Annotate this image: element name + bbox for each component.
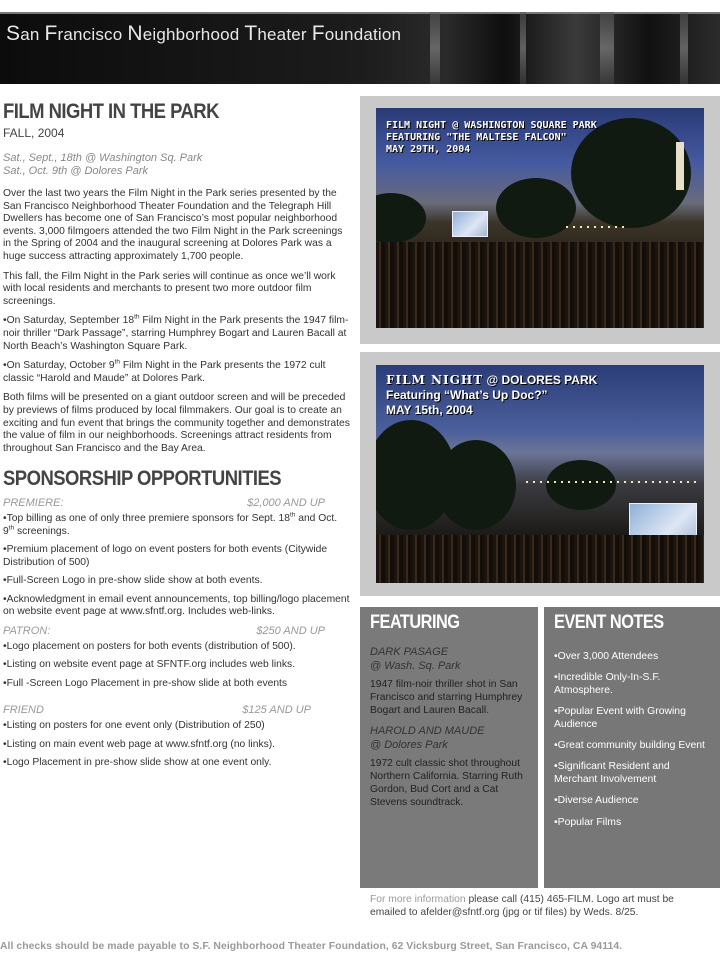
- tree-silhouette: [546, 460, 616, 510]
- payment-footer: All checks should be made payable to S.F. Neighborhood Theater Foundation, 62 Vicksburg Street, San Francisco, CA 94114.: [0, 941, 623, 952]
- film-strip-decoration: [520, 12, 526, 84]
- note-item: •Great community building Event: [554, 740, 705, 752]
- tier-price: $125 AND UP: [242, 704, 311, 717]
- organization-name: San Francisco Neighborhood Theater Foundation: [6, 22, 402, 45]
- tier-name: FRIEND: [3, 704, 44, 717]
- note-item: •Popular Event with Growing Audience: [554, 706, 686, 730]
- benefit-item: •Listing on posters for one event only (Distribution of 250): [3, 720, 265, 732]
- photo2-caption: FILM NIGHT @ DOLORES PARK Featuring “What’s Up Doc?” MAY 15th, 2004: [386, 373, 598, 417]
- benefit-item: •Acknowledgment in email event announcements, top billing/logo placement on website event page at www.sfntf.org. Includes web-links.: [3, 593, 350, 618]
- event-dates: [3, 152, 351, 178]
- season-label: FALL, 2004: [3, 126, 65, 140]
- benefit-item: •Full -Screen Logo Placement in pre-show slide at both events: [3, 677, 288, 689]
- event-date-2: Sat., Oct. 9th @ Dolores Park: [3, 165, 149, 177]
- section-title-sponsorship: SPONSORSHIP OPPORTUNITIES: [3, 467, 282, 491]
- photo-frame-washington-square: [360, 96, 720, 344]
- note-item: •Incredible Only-In-S.F. Atmosphere.: [554, 672, 661, 696]
- tier-price: $2,000 AND UP: [247, 497, 325, 510]
- event-notes-title: EVENT NOTES: [554, 612, 664, 633]
- benefit-item: •Top billing as one of only three premiere sponsors for Sept. 18th and Oct. 9th screenings.: [3, 511, 338, 537]
- film-strip-decoration: [680, 12, 688, 84]
- tree-silhouette: [436, 440, 516, 530]
- crowd: [376, 242, 704, 328]
- main-column: [3, 100, 351, 776]
- dolores-park-photo: [376, 365, 704, 583]
- note-item: •Over 3,000 Attendees: [554, 651, 659, 662]
- tier-friend: [3, 704, 311, 716]
- film-strip-decoration: [430, 12, 440, 84]
- city-lights: [526, 481, 696, 483]
- header-banner: [0, 12, 720, 84]
- note-item: •Significant Resident and Merchant Involvement: [554, 761, 670, 785]
- tree-silhouette: [376, 193, 426, 243]
- note-item: •Popular Films: [554, 816, 622, 828]
- more-info-label: For more information: [370, 894, 466, 905]
- film-harold-and-maude-description: 1972 cult classic shot throughout Northern California. Starring Ruth Gordon, Bud Cort and a Cat Stevens soundtrack.: [370, 758, 523, 808]
- intro-paragraph: Over the last two years the Film Night in the Park series presented by the San Francisco Neighborhood Theater Foundation and the Telegraph Hill Dwellers has become one of San Francisco’s most popular neighborhood events. 3,000 filmgoers attended the two Film Night in the Park screenings in the Spring of 2004 and the inaugural screening at Dolores Park was a huge success attracting approximately 1,700 people.: [3, 188, 343, 262]
- film-strip-decoration: [600, 12, 614, 84]
- film-harold-and-maude: HAROLD AND MAUDE @ Dolores Park: [370, 725, 485, 752]
- tier-name: PREMIERE:: [3, 497, 64, 510]
- string-lights: [566, 226, 626, 228]
- benefit-item: •Premium placement of logo on event posters for both events (Citywide Distribution of 500): [3, 544, 328, 568]
- event-notes-box: [544, 607, 720, 888]
- tier-price: $250 AND UP: [256, 624, 325, 637]
- benefit-item: •Logo Placement in pre-show slide show at one event only.: [3, 757, 272, 769]
- photo-frame-dolores-park: [360, 352, 720, 596]
- screen-paragraph: Both films will be presented on a giant outdoor screen and will be preceded by previews of films produced by local filmmakers. Our goal is to create an exciting and fun event that brings the community together and demonstrates the value of film in our neighborhoods. Screenings attract residents from throughout San Francisco and the Bay Area.: [3, 392, 350, 454]
- featuring-box: [360, 607, 538, 888]
- benefit-item: •Listing on main event web page at www.sfntf.org (no links).: [3, 738, 276, 750]
- crowd: [376, 535, 704, 583]
- benefit-item: •Logo placement on posters for both events (distribution of 500).: [3, 640, 296, 652]
- featuring-title: FEATURING: [370, 612, 460, 633]
- note-item: •Diverse Audience: [554, 795, 639, 807]
- film-dark-passage: DARK PASAGE @ Wash. Sq. Park: [370, 646, 461, 672]
- tree-silhouette: [496, 178, 576, 238]
- tier-name: PATRON:: [3, 624, 51, 637]
- benefit-item: •Full-Screen Logo in pre-show slide show at both events.: [3, 575, 263, 587]
- washington-square-photo: [376, 108, 704, 328]
- photo1-caption: FILM NIGHT @ WASHINGTON SQUARE PARK FEATURING "THE MALTESE FALCON" MAY 29TH, 2004: [386, 120, 597, 155]
- tier-premiere: [3, 497, 325, 509]
- outdoor-screen: [452, 211, 488, 237]
- film-dark-passage-description: 1947 film-noir thriller shot in San Francisco and starring Humphrey Bogart and Lauren Bacall.: [370, 679, 523, 716]
- event-bullet-october: •On Saturday, October 9th Film Night in the Park presents the 1972 cult classic “Harold and Maude” at Dolores Park.: [3, 358, 326, 384]
- fall-paragraph: This fall, the Film Night in the Park series will continue as once we’ll work with local residents and merchants to present two more outdoor film screenings.: [3, 270, 336, 307]
- event-date-1: Sat., Sept., 18th @ Washington Sq. Park: [3, 152, 203, 164]
- more-information: [370, 894, 710, 920]
- event-bullet-september: •On Saturday, September 18th Film Night in the Park presents the 1947 film-noir thriller “Dark Passage”, starring Humphrey Bogart and Lauren Bacall at North Beach’s Washington Square Park.: [3, 313, 349, 352]
- section-title-film-night: FILM NIGHT IN THE PARK: [3, 100, 219, 123]
- more-info-text: please call (415) 465-FILM. Logo art must be emailed to afelder@sfntf.org (jpg or tif files) by Weds. 8/25.: [370, 894, 674, 918]
- benefit-item: •Listing on website event page at SFNTF.org includes web links.: [3, 659, 296, 671]
- sponsorship-section: [3, 467, 351, 770]
- tier-patron: [3, 625, 325, 637]
- coit-tower: [676, 142, 684, 190]
